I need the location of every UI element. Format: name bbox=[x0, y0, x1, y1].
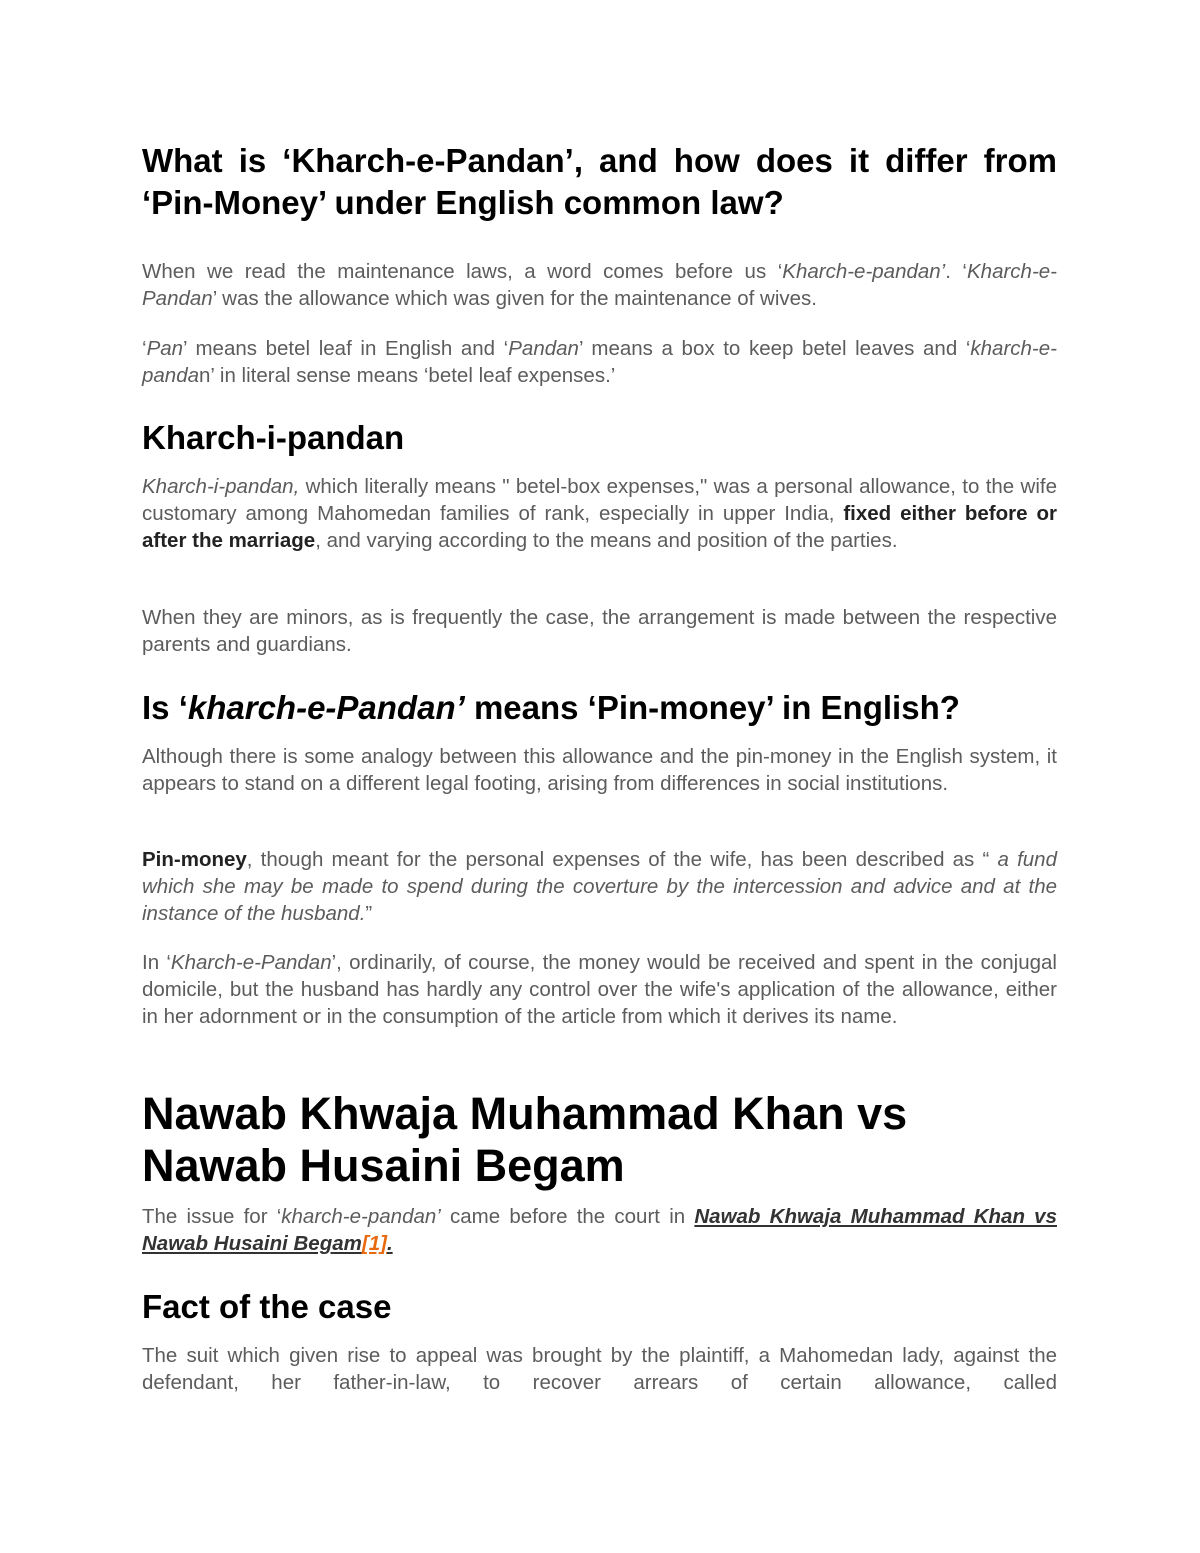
section-heading-facts: Fact of the case bbox=[142, 1288, 392, 1325]
definition-paragraph: Kharch-i-pandan, which literally means " betel-box expenses," was a personal allowance, to the wife customary among Mahomedan families of rank, especially in upper India, fixed either before or after the marriage, and varying according to the means and position of the parties. bbox=[142, 475, 1057, 552]
page-title: What is ‘Kharch-e-Pandan’, and how does it differ from ‘Pin-Money’ under English common law? bbox=[142, 142, 1057, 221]
intro-paragraph-2: ‘Pan’ means betel leaf in English and ‘Pandan’ means a box to keep betel leaves and ‘kharch-e-pandan’ in literal sense means ‘betel leaf expenses.’ bbox=[142, 337, 1057, 387]
facts-paragraph: The suit which given rise to appeal was brought by the plaintiff, a Mahomedan lady, against the defendant, her father-in-law, to recover arrears of certain allowance, called bbox=[142, 1344, 1057, 1394]
footnote-ref-link[interactable]: [1] bbox=[361, 1232, 387, 1255]
case-intro-paragraph: The issue for ‘kharch-e-pandan’ came before the court in Nawab Khwaja Muhammad Khan vs Nawab Husaini Begam[1]. bbox=[142, 1205, 1057, 1255]
case-link-dot: . bbox=[386, 1232, 393, 1255]
analogy-paragraph: Although there is some analogy between this allowance and the pin-money in the English system, it appears to stand on a different legal footing, arising from differences in social institutions. bbox=[142, 745, 1057, 795]
section-heading-kharch-i-pandan: Kharch-i-pandan bbox=[142, 419, 405, 456]
case-link[interactable]: Nawab Khwaja Muhammad Khan vs Nawab Husaini Begam bbox=[142, 1205, 1057, 1255]
section-heading-pin-money: Is ‘kharch-e-Pandan’ means ‘Pin-money’ in English? bbox=[142, 689, 960, 726]
case-heading: Nawab Khwaja Muhammad Khan vs Nawab Husaini Begam bbox=[142, 1088, 908, 1191]
kharch-control-paragraph: In ‘Kharch-e-Pandan’, ordinarily, of course, the money would be received and spent in the conjugal domicile, but the husband has hardly any control over the wife's application of the allowance, either in her adornment or in the consumption of the article from which it derives its name. bbox=[142, 951, 1057, 1028]
minors-paragraph: When they are minors, as is frequently the case, the arrangement is made between the respective parents and guardians. bbox=[142, 606, 1057, 656]
pin-money-paragraph: Pin-money, though meant for the personal expenses of the wife, has been described as “ a fund which she may be made to spend during the coverture by the intercession and advice and at the instance of the husband.” bbox=[142, 848, 1057, 925]
intro-paragraph-1: When we read the maintenance laws, a word comes before us ‘Kharch-e-pandan’. ‘Kharch-e- Pandan’ was the allowance which was given for the maintenance of wives. bbox=[142, 260, 1058, 310]
